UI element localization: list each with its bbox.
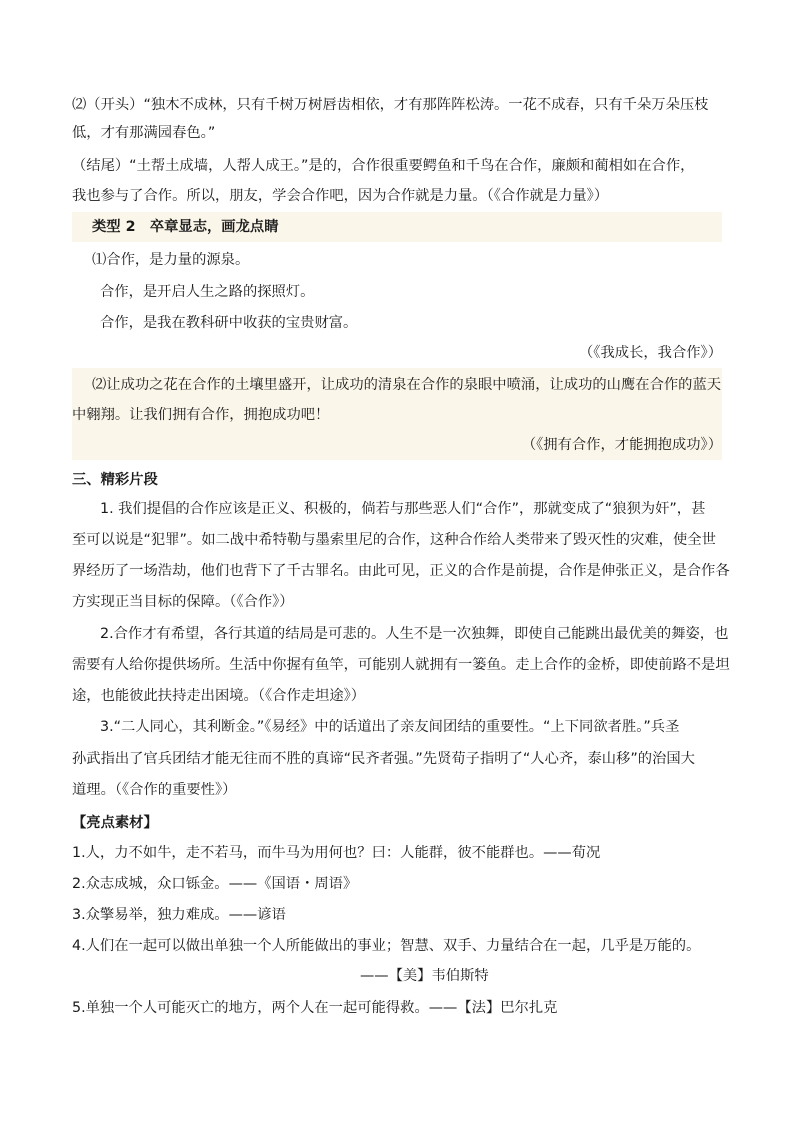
- section3-heading: 三、精彩片段: [72, 472, 158, 488]
- opening-label: ⑵（开头）: [72, 97, 144, 113]
- quote-4-source: ——【美】韦伯斯特: [360, 968, 489, 984]
- quote-2: 2.众志成城，众口铄金。——《国语・周语》: [72, 876, 358, 892]
- quote-5: 5.单独一个人可能灭亡的地方，两个人在一起可能得救。——【法】巴尔扎克: [72, 1000, 558, 1016]
- ending-text-1: （结尾）“土帮土成墙，人帮人成王。”是的，合作很重要鳄鱼和千鸟在合作，廉颇和蔺相如在合作，: [72, 158, 695, 174]
- type2-ex2-line1: ⑵让成功之花在合作的土壤里盛开，让成功的清泉在合作的泉眼中喷涌，让成功的山鹰在合作的蓝天: [92, 377, 722, 393]
- type2-heading: 类型 2 卒章显志，画龙点睛: [92, 219, 279, 235]
- quote-4: 4.人们在一起可以做出单独一个人所能做出的事业；智慧、双手、力量结合在一起，几乎是万能的。: [72, 938, 701, 954]
- para1-line3: 界经历了一场浩劫，他们也背下了千古罪名。由此可见，正义的合作是前提，合作是伸张正义，是合作各: [72, 563, 730, 579]
- opening-text-1: “独木不成林，只有千树万树唇齿相依，才有那阵阵松涛。一花不成春，只有千朵万朵压枝: [143, 97, 709, 113]
- para1-line2: 至可以说是“犯罪”。如二战中希特勒与墨索里尼的合作，这种合作给人类带来了毁灭性的灾难，使全世: [72, 532, 716, 548]
- opening-text-2: 低，才有那满园春色。”: [72, 125, 216, 141]
- quote-3: 3.众擎易举，独力难成。——谚语: [72, 907, 286, 923]
- para1-line1: 1. 我们提倡的合作应该是正义、积极的，倘若与那些恶人们“合作”，那就变成了“狼狈为奸”，甚: [100, 501, 706, 517]
- type2-ex1-line2: 合作，是开启人生之路的探照灯。: [100, 284, 315, 300]
- para3-line3: 道理。（《合作的重要性》）: [72, 782, 237, 798]
- type2-ex1-source: （《我成长，我合作》）: [579, 345, 722, 361]
- type2-ex1-line3: 合作，是我在教科研中收获的宝贵财富。: [100, 315, 358, 331]
- type2-ex1-line1: ⑴合作，是力量的源泉。: [92, 252, 250, 268]
- highlights-heading: 【亮点素材】: [72, 815, 158, 831]
- type2-ex2-line2: 中翱翔。让我们拥有合作，拥抱成功吧！: [72, 407, 330, 423]
- para2-line1: 2.合作才有希望，各行其道的结局是可悲的。人生不是一次独舞，即使自己能跳出最优美的舞姿，也: [100, 626, 729, 642]
- para3-line1: 3.“二人同心，其利断金。”《易经》中的话道出了亲友间团结的重要性。“上下同欲者胜。”兵圣: [100, 719, 680, 735]
- para3-line2: 孙武指出了官兵团结才能无往而不胜的真谛“民齐者强。”先贤荀子指明了“人心齐，泰山移”的治国大: [72, 751, 695, 767]
- para1-line4: 方实现正当目标的保障。（《合作》）: [72, 594, 294, 610]
- opening-example-line: [72, 95, 722, 115]
- quote-1: 1.人，力不如牛，走不若马，而牛马为用何也？曰：人能群，彼不能群也。——荀况: [72, 845, 601, 861]
- para2-line2: 需要有人给你提供场所。生活中你握有鱼竿，可能别人就拥有一篓鱼。走上合作的金桥，即使前路不是坦: [72, 657, 730, 673]
- para2-line3: 途，也能彼此扶持走出困境。（《合作走坦途》）: [72, 688, 366, 704]
- type2-ex2-source: （《拥有合作，才能拥抱成功》）: [521, 437, 722, 453]
- ending-text-2: 我也参与了合作。所以，朋友，学会合作吧，因为合作就是力量。（《合作就是力量》）: [72, 188, 609, 204]
